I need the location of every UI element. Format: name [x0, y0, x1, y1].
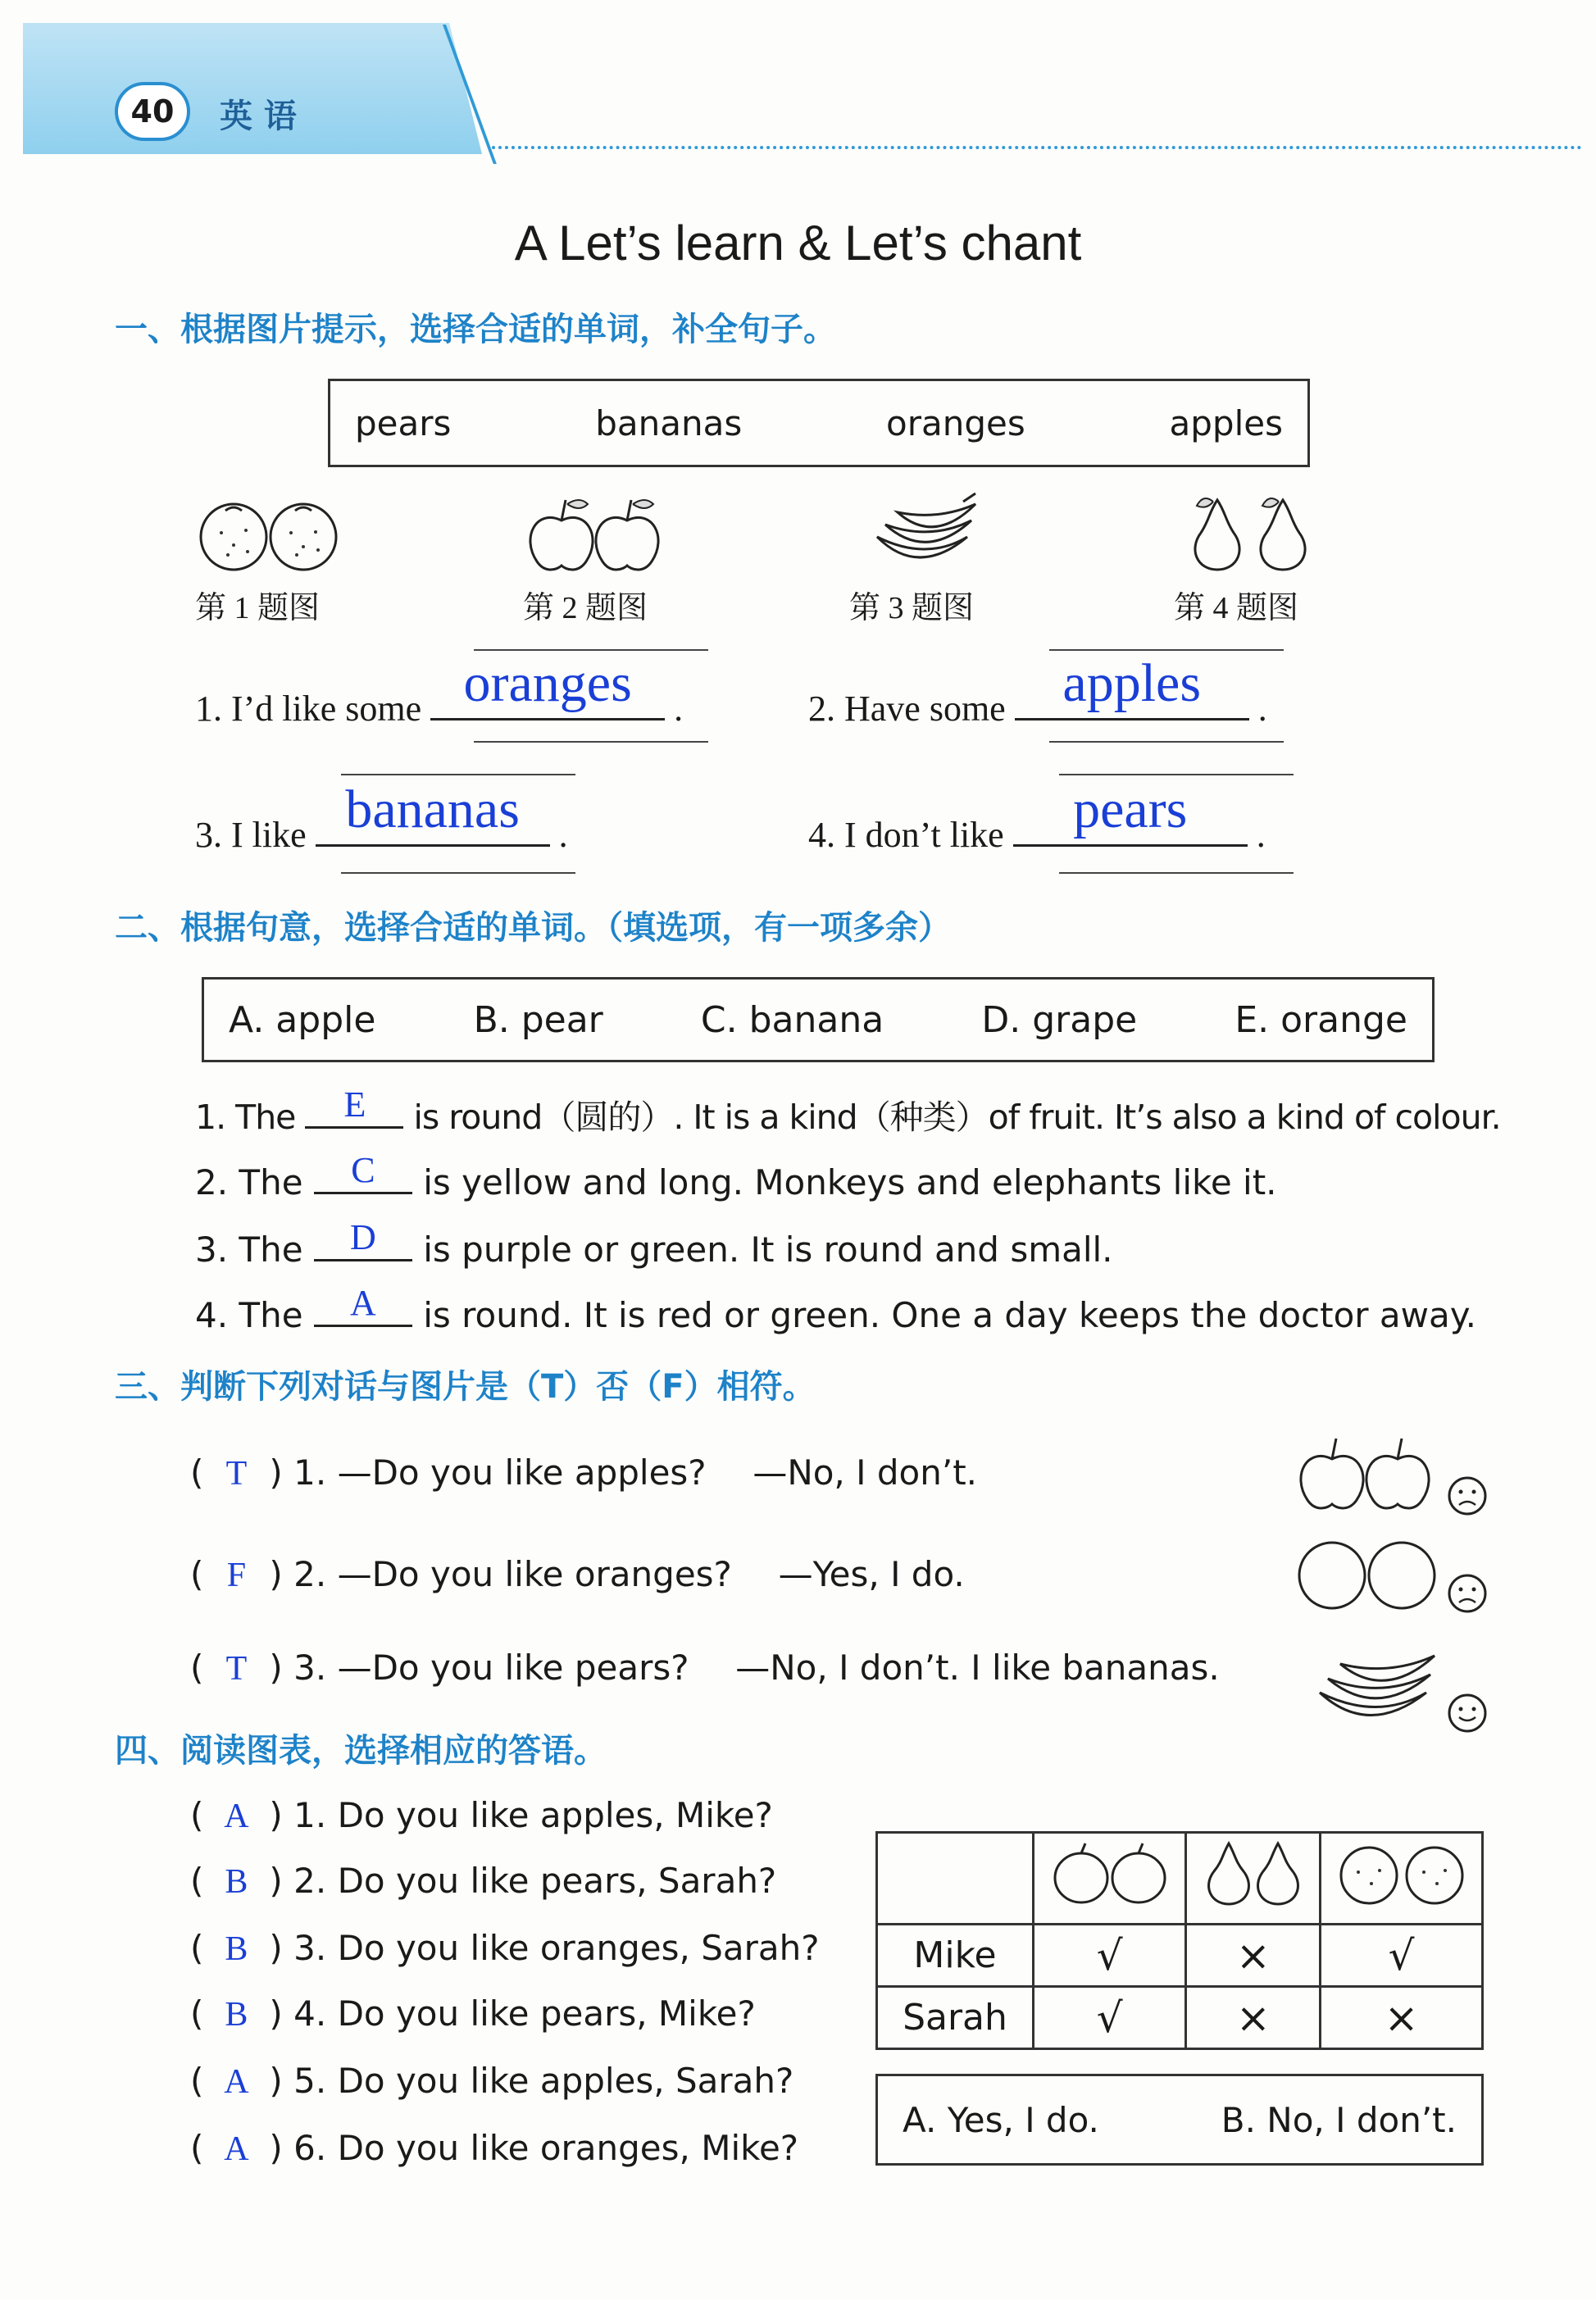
choice-question: 1. The E is round（圆的）. It is a kind（种类）of fruit. It’s also a kind of colour. [195, 1084, 1501, 1137]
chart-question: ( A ) 1. Do you like apples, Mike? [190, 1795, 773, 1835]
oranges-icon [1332, 1841, 1471, 1907]
chart-answer: A [224, 2063, 249, 2101]
option-item: D. grape [981, 998, 1138, 1041]
fill-question: 1. I’d like some oranges . [195, 653, 684, 729]
answer-text: bananas [345, 780, 520, 839]
answer-choice: B. No, I don’t. [1221, 2099, 1457, 2140]
choice-question: 4. The A is round. It is red or green. One a day keeps the doctor away. [195, 1283, 1476, 1335]
chart-answer: B [225, 1930, 248, 1968]
word-bank [328, 379, 1310, 467]
answer-text: oranges [463, 653, 632, 713]
table-row [877, 1987, 1483, 2049]
option-item: A. apple [229, 998, 376, 1041]
judge-item: ( F ) 2. —Do you like oranges? —Yes, I do. [190, 1554, 965, 1594]
table-row [877, 1925, 1483, 1987]
picture-caption: 第 4 题图 [1174, 591, 1299, 625]
subject-label: 英 语 [220, 97, 297, 135]
chart-answer: A [224, 1798, 249, 1835]
answer-letter: C [351, 1150, 375, 1190]
fill-question: 2. Have some apples . [808, 653, 1267, 729]
fill-question: 3. I like bananas . [195, 780, 568, 855]
option-item: C. banana [700, 998, 884, 1041]
header-dotted-rule [492, 146, 1582, 149]
word-bank-item: pears [355, 402, 452, 443]
bananas-icon [869, 492, 984, 574]
answer-choice: A. Yes, I do. [903, 2099, 1099, 2140]
judge-answer: F [226, 1557, 247, 1594]
answer-letter: E [343, 1084, 366, 1125]
apples-icon [1044, 1841, 1175, 1907]
picture-caption: 第 1 题图 [195, 591, 321, 625]
chart-question: ( A ) 6. Do you like oranges, Mike? [190, 2128, 799, 2168]
pears-icon [1180, 492, 1320, 574]
apples-sad-face-icon [1295, 1426, 1492, 1525]
pears-column-header [1186, 1833, 1321, 1925]
option-bank [202, 977, 1435, 1062]
chart-question: ( A ) 5. Do you like apples, Sarah? [190, 2061, 794, 2101]
mark-cell: × [1186, 1925, 1321, 1987]
judge-item: ( T ) 3. —Do you like pears? —No, I don’t. I like bananas. [190, 1648, 1220, 1688]
option-item: E. orange [1235, 998, 1407, 1041]
apples-icon [525, 492, 672, 574]
oranges-icon [197, 496, 344, 574]
answer-letter: A [350, 1283, 376, 1323]
table-header-row [877, 1833, 1483, 1925]
lesson-title: A Let’s learn & Let’s chant [514, 216, 1082, 270]
judge-item: ( T ) 1. —Do you like apples? —No, I don’t. [190, 1452, 978, 1493]
chart-answer: B [225, 1863, 248, 1901]
section-2-heading: 二、根据句意，选择合适的单词。（填选项，有一项多余） [115, 909, 951, 947]
mark-cell: √ [1034, 1925, 1186, 1987]
section-4-heading: 四、阅读图表，选择相应的答语。 [115, 1732, 607, 1770]
oranges-column-header [1321, 1833, 1483, 1925]
answer-letter: D [350, 1217, 376, 1257]
section-1-heading: 一、根据图片提示，选择合适的单词，补全句子。 [115, 311, 836, 348]
answer-choices-box [875, 2074, 1484, 2166]
answer-text: apples [1062, 653, 1202, 713]
mark-cell: √ [1321, 1925, 1483, 1987]
chart-question: ( B ) 3. Do you like oranges, Sarah? [190, 1928, 820, 1968]
word-bank-item: apples [1169, 402, 1283, 443]
choice-question: 2. The C is yellow and long. Monkeys and elephants like it. [195, 1150, 1277, 1202]
mark-cell: × [1186, 1987, 1321, 2049]
picture-caption: 第 3 题图 [849, 591, 975, 625]
word-bank-item: oranges [886, 402, 1025, 443]
chart-answer: B [225, 1996, 248, 2034]
option-item: B. pear [473, 998, 603, 1041]
table-corner-cell [877, 1833, 1034, 1925]
row-name: Sarah [877, 1987, 1034, 2049]
fill-question: 4. I don’t like pears . [808, 780, 1266, 855]
bananas-happy-face-icon [1312, 1631, 1492, 1738]
answer-text: pears [1073, 780, 1188, 839]
picture-caption: 第 2 题图 [523, 591, 648, 625]
preference-table [875, 1831, 1484, 2050]
page-number: 40 [115, 82, 190, 141]
mark-cell: × [1321, 1987, 1483, 2049]
mark-cell: √ [1034, 1987, 1186, 2049]
chart-answer: A [224, 2130, 249, 2168]
section-3-heading: 三、判断下列对话与图片是（T）否（F）相符。 [115, 1368, 816, 1406]
chart-question: ( B ) 4. Do you like pears, Mike? [190, 1993, 756, 2034]
judge-answer: T [225, 1455, 248, 1493]
apples-column-header [1034, 1833, 1186, 1925]
judge-answer: T [225, 1650, 248, 1688]
row-name: Mike [877, 1925, 1034, 1987]
choice-question: 3. The D is purple or green. It is round and small. [195, 1217, 1113, 1270]
chart-question: ( B ) 2. Do you like pears, Sarah? [190, 1861, 777, 1901]
oranges-sad-face-icon [1295, 1534, 1492, 1625]
word-bank-item: bananas [595, 402, 743, 443]
pears-icon [1196, 1839, 1311, 1909]
